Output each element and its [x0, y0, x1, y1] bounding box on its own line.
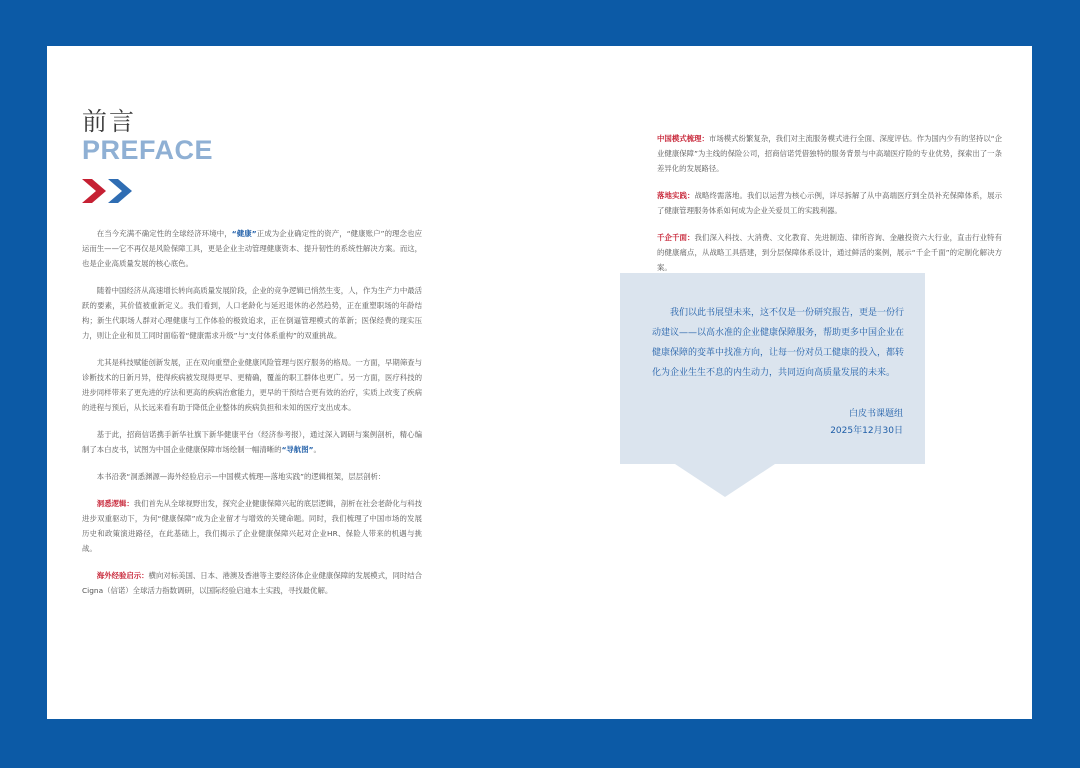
- red-chevron-icon: [82, 179, 106, 203]
- page-title-en: PREFACE: [82, 135, 214, 165]
- left-paragraph-2: 随着中国经济从高速增长转向高质量发展阶段，企业的竞争逻辑已悄然生变，人，作为生产力中最活跃的要素，其价值被重新定义。我们看到，人口老龄化与延迟退休的必然趋势，正在重塑职场的年龄结构；新生代职场人群对心理健康与工作体验的极致追求，正在倒逼管理模式的革新；医保经费的现实压力，则让企业和员工同时面临着“健康需求升级”与“支付体系重构”的双重挑战。: [82, 286, 422, 340]
- page-title-zh: 前言: [82, 107, 137, 136]
- left-paragraph-3: 尤其是科技赋能创新发展，正在双向重塑企业健康风险管理与医疗服务的格局。一方面，早期筛查与诊断技术的日新月异，使得疾病被发现得更早、更精确，覆盖的职工群体也更广。另一方面，医疗科技的进步同样带来了更先进的疗法和更高的疾病治愈能力，更早的干预结合更有效的治疗，实质上改变了疾病的进程与预后，从长远来看有助于降低企业整体的疾病负担和未知的医疗支出成本。: [82, 358, 422, 412]
- chevron-arrows-icon: [82, 179, 142, 203]
- left-paragraph-4: 基于此，招商信诺携手新华社旗下新华健康平台（经济参考报），通过深入调研与案例剖析，精心编制了本白皮书，试图为中国企业健康保障市场绘制一幅清晰的“导航图”。: [82, 430, 422, 454]
- left-paragraph-1: 在当今充满不确定性的全球经济环境中，“健康”正成为企业确定性的资产，“健康账户”的理念也应运而生——它不再仅是风险保障工具，更是企业主动管理健康资本、提升韧性的系统性解决方案。而这，也是企业高质量发展的核心底色。: [82, 229, 422, 268]
- left-paragraph-6: 洞悉逻辑：我们首先从全球视野出发，探究企业健康保障兴起的底层逻辑，剖析在社会老龄化与科技进步双重驱动下，为何“健康保障”成为企业留才与增效的关键命题。同时，我们梳理了中国市场的发展历史和政策演进路径，在此基础上，我们揭示了企业健康保障兴起对企业HR、保险人带来的机遇与挑战。: [82, 499, 423, 553]
- right-paragraph-2: 落地实践：战略终需落地。我们以运营为核心示例，详尽拆解了从中高端医疗到全员补充保障体系，展示了健康管理服务体系如何成为企业关爱员工的实践利器。: [657, 191, 1002, 215]
- right-paragraph-3: 千企千面：我们深入科技、大消费、文化教育、先进制造、律所咨询、金融投资六大行业，直击行业特有的健康痛点，从战略工具搭建，到分层保障体系设计，通过鲜活的案例，展示“千企千面”的定制化解决方案。: [657, 233, 1002, 272]
- quote-date: 2025年12月30日: [830, 426, 903, 436]
- blue-chevron-icon: [108, 179, 132, 203]
- left-column: [82, 226, 422, 610]
- quote-text: 我们以此书展望未来，这不仅是一份研究报告，更是一份行动建议——以高水准的企业健康保障服务，帮助更多中国企业在健康保障的变革中找准方向，让每一份对员工健康的投入，都转化为企业生生不息的内生动力，共同迈向高质量发展的未来。: [652, 308, 905, 378]
- right-column: [657, 131, 1002, 287]
- left-paragraph-7: 海外经验启示：横向对标美国、日本、港澳及香港等主要经济体企业健康保障的发展模式，同时结合Cigna（信诺）全球活力指数调研，以国际经验启迪本土实践，寻找最优解。: [82, 571, 423, 595]
- quote-pointer-icon: [675, 464, 775, 497]
- quote-signature: 白皮书课题组: [848, 409, 903, 419]
- quote-box: [620, 273, 925, 464]
- left-paragraph-5: 本书沿袭“洞悉渊源—海外经验启示—中国模式梳理—落地实践”的逻辑框架，层层剖析：: [96, 472, 386, 481]
- right-paragraph-1: 中国模式梳理：市场模式纷繁复杂，我们对主流服务模式进行全面、深度评估。作为国内少有的坚持以“企业健康保障”为主线的保险公司，招商信诺凭借独特的服务背景与中高端医疗险的专业优势，探索出了一条差异化的发展路径。: [657, 134, 1002, 173]
